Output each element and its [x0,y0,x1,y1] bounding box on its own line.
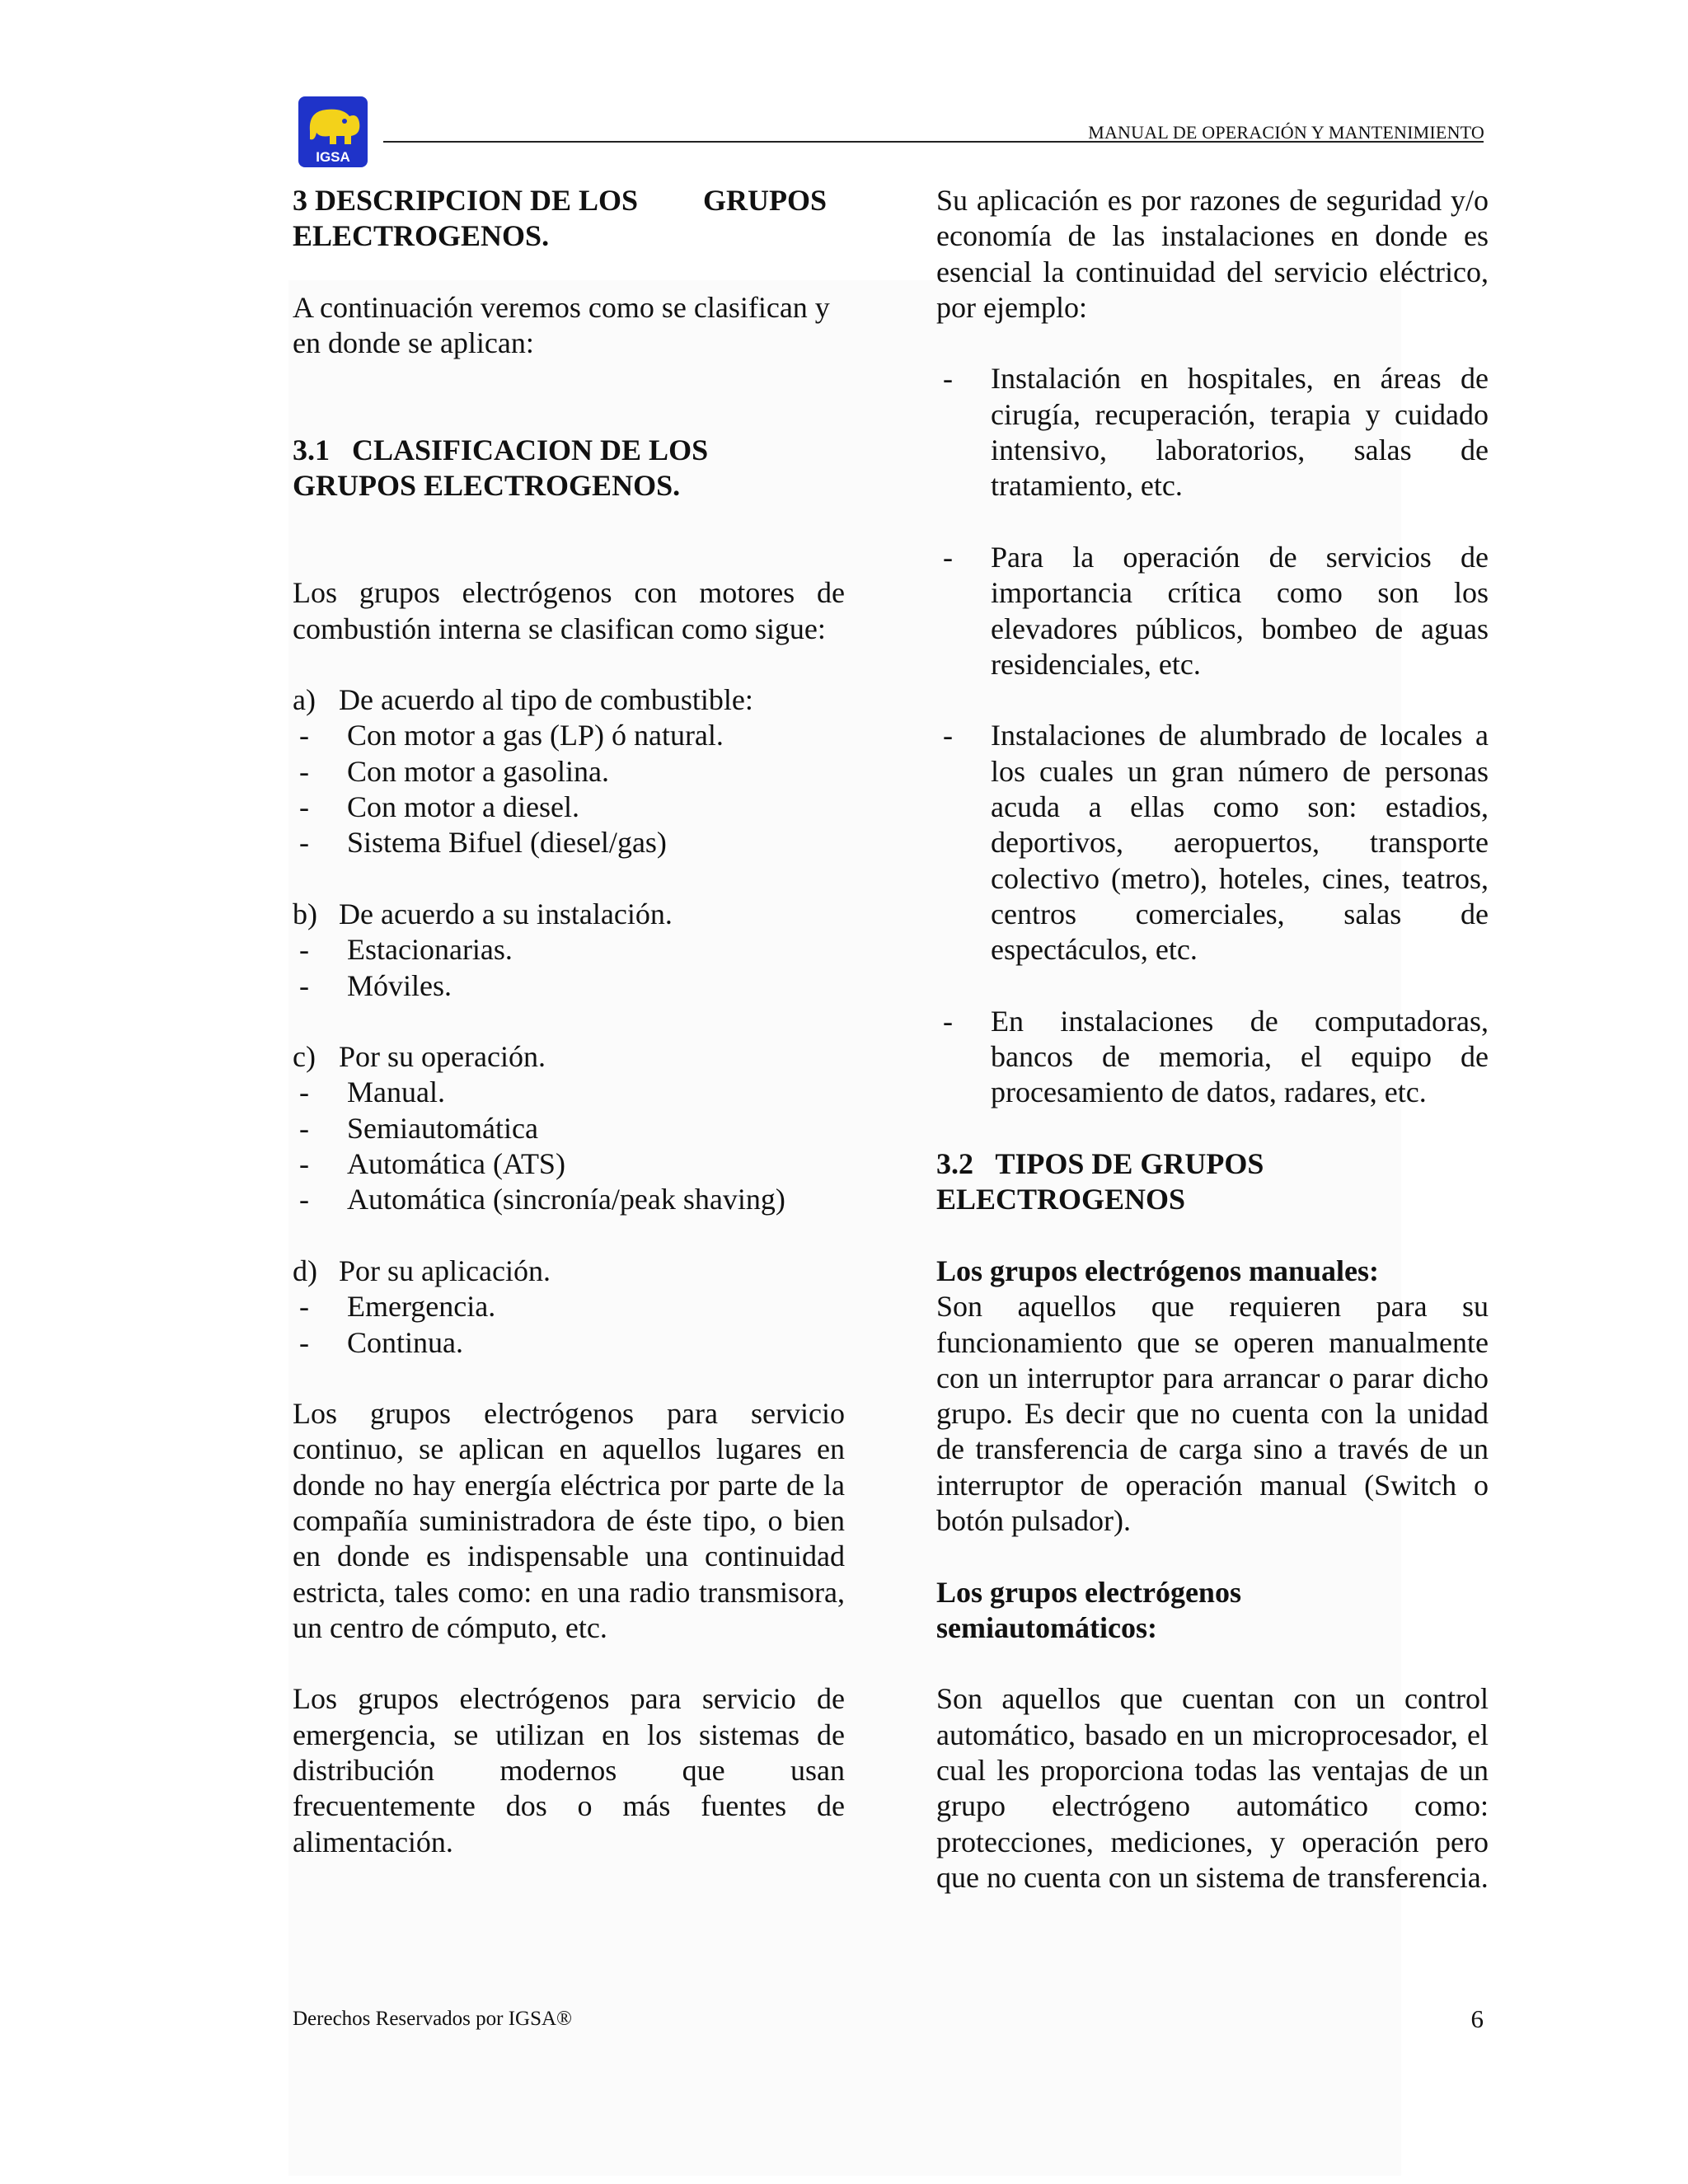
list-item [293,1325,845,1361]
example-item [936,1004,1489,1111]
group-title: Por su aplicación. [339,1254,551,1287]
example-item [936,540,1489,682]
dash-bullet: - [299,1147,309,1181]
list-item [293,754,845,790]
dash-bullet: - [299,826,309,860]
group-title: Por su operación. [339,1040,546,1074]
list-item-text: Continua. [347,1325,463,1359]
section-title [293,183,827,218]
spacer [936,326,1489,361]
semiautomatic-paragraph: Son aquellos que cuentan con un control automático, basado en un microprocesador, el cual les proporciona todas las ventajas de un grupo electrógeno automático como: protecciones, mediciones, y operación pero que no cuenta con un sistema de transferencia. [936,1682,1489,1894]
group-heading [293,1039,845,1075]
manual-paragraph: Son aquellos que requieren para su funcionamiento que se operen manualmente con un interruptor para arrancar o parar dicho grupo. Es decir que no cuenta con la unidad de transferencia de carga sino a través de un interruptor de operación manual (Switch o botón pulsador). [936,1290,1489,1537]
list-item-text: Manual. [347,1076,445,1109]
spacer [293,647,845,682]
spacer [936,968,1489,1004]
list-item [293,825,845,860]
spacer [293,1646,845,1681]
example-text: Instalación en hospitales, en áreas de cirugía, recuperación, terapia y cuidado intensivo, laboratorios, salas de tratamiento, etc. [991,362,1489,503]
spacer [293,1218,845,1254]
list-item [293,932,845,968]
intro-paragraph: A continuación veremos como se clasifican y en donde se aplican: [293,290,830,360]
list-item [293,1075,845,1110]
spacer [293,861,845,897]
spacer [936,1218,1489,1254]
group-title: De acuerdo a su instalación. [339,897,673,930]
list-item-text: Con motor a diesel. [347,790,579,824]
list-item [293,1182,845,1217]
list-item-text: Automática (sincronía/peak shaving) [347,1183,785,1216]
spacer [293,255,845,290]
list-item-text: Sistema Bifuel (diesel/gas) [347,826,667,860]
dash-bullet: - [299,1183,309,1216]
dash-bullet: - [299,754,309,788]
list-item-text: Con motor a gas (LP) ó natural. [347,719,724,752]
emergency-service-paragraph: Los grupos electrógenos para servicio de emergencia, se utilizan en los sistemas de distribución modernos que usan frecuentemente dos o más fuentes de alimentación. [293,1682,845,1858]
list-item [293,790,845,825]
igsa-logo [298,96,368,167]
list-item-text: Con motor a gasolina. [347,754,609,788]
dash-bullet: - [943,540,953,574]
dash-bullet: - [943,719,953,752]
group-heading [293,897,845,932]
header-title: MANUAL DE OPERACIÓN Y MANTENIMIENTO [1088,122,1484,143]
dash-bullet: - [299,1325,309,1359]
group-title: De acuerdo al tipo de combustible: [339,683,753,717]
dash-bullet: - [299,933,309,967]
elephant-icon [298,96,368,167]
spacer [936,1539,1489,1574]
dash-bullet: - [299,719,309,752]
list-item-text: Automática (ATS) [347,1147,565,1181]
header-divider [383,141,1484,143]
group-letter: a) [293,683,316,717]
spacer [293,1361,845,1396]
list-item [293,1111,845,1146]
list-item [293,1289,845,1324]
subsection-title: 3.1 CLASIFICACION DE LOS [293,434,709,467]
continuous-service-paragraph: Los grupos electrógenos para servicio continuo, se aplican en aquellos lugares en donde no hay energía eléctrica por parte de la compañía suministradora de éste tipo, o bien en donde es indispensable una continuidad estricta, tales como: en una radio transmisora, un centro de cómputo, etc. [293,1397,845,1644]
semiautomatic-title: Los grupos electrógenos [936,1575,1241,1609]
dash-bullet: - [299,1076,309,1109]
spacer [293,504,845,576]
list-item-text: Estacionarias. [347,933,513,967]
logo-text: IGSA [316,149,350,165]
page-number: 6 [1470,2004,1484,2033]
section-title-part: GRUPOS [702,184,827,217]
spacer [293,361,845,433]
group-letter: b) [293,897,317,930]
dash-bullet: - [299,1290,309,1324]
list-item-text: Emergencia. [347,1290,496,1324]
section-title-line2: ELECTROGENOS. [293,219,550,253]
subsection-title-line2: ELECTROGENOS [936,1183,1186,1216]
list-item-text: Móviles. [347,968,452,1002]
list-item [293,968,845,1004]
manual-title: Los grupos electrógenos manuales: [936,1254,1379,1287]
spacer [936,504,1489,540]
list-item-text: Semiautomática [347,1111,538,1145]
example-text: Instalaciones de alumbrado de locales a los cuales un gran número de personas acuda a ellas como son: estadios, deportivos, aeropuertos, transporte colectivo (metro), hoteles, cines, teatros, centros comerciales, salas de espectáculos, etc. [991,719,1489,967]
list-item [293,1146,845,1182]
semiautomatic-title-line2: semiautomáticos: [936,1610,1157,1644]
subsection-title: 3.2 TIPOS DE GRUPOS [936,1147,1264,1181]
spacer [936,1111,1489,1146]
group-heading [293,1254,845,1289]
application-paragraph: Su aplicación es por razones de seguridad y/o economía de las instalaciones en donde es esencial la continuidad del servicio eléctrico, por ejemplo: [936,184,1489,324]
footer-copyright: Derechos Reservados por IGSA® [293,2008,573,2030]
dash-bullet: - [299,968,309,1002]
dash-bullet: - [943,1004,953,1038]
classify-paragraph: Los grupos electrógenos con motores de combustión interna se clasifican como sigue: [293,576,845,645]
example-item [936,718,1489,968]
list-item [293,718,845,753]
spacer [293,1004,845,1039]
spacer [936,1646,1489,1681]
right-column [936,183,1489,1896]
subsection-title-line2: GRUPOS ELECTROGENOS. [293,469,681,503]
example-text: En instalaciones de computadoras, bancos de memoria, el equipo de procesamiento de datos, radares, etc. [991,1004,1489,1109]
group-letter: c) [293,1040,316,1074]
spacer [936,682,1489,718]
example-text: Para la operación de servicios de importancia crítica como son los elevadores públicos, bombeo de aguas residenciales, etc. [991,540,1489,681]
dash-bullet: - [299,1111,309,1145]
section-title-part: 3 DESCRIPCION DE LOS [293,184,639,217]
example-item [936,361,1489,504]
group-heading [293,682,845,718]
group-letter: d) [293,1254,317,1287]
left-column [293,183,845,1860]
dash-bullet: - [299,790,309,824]
dash-bullet: - [943,362,953,396]
